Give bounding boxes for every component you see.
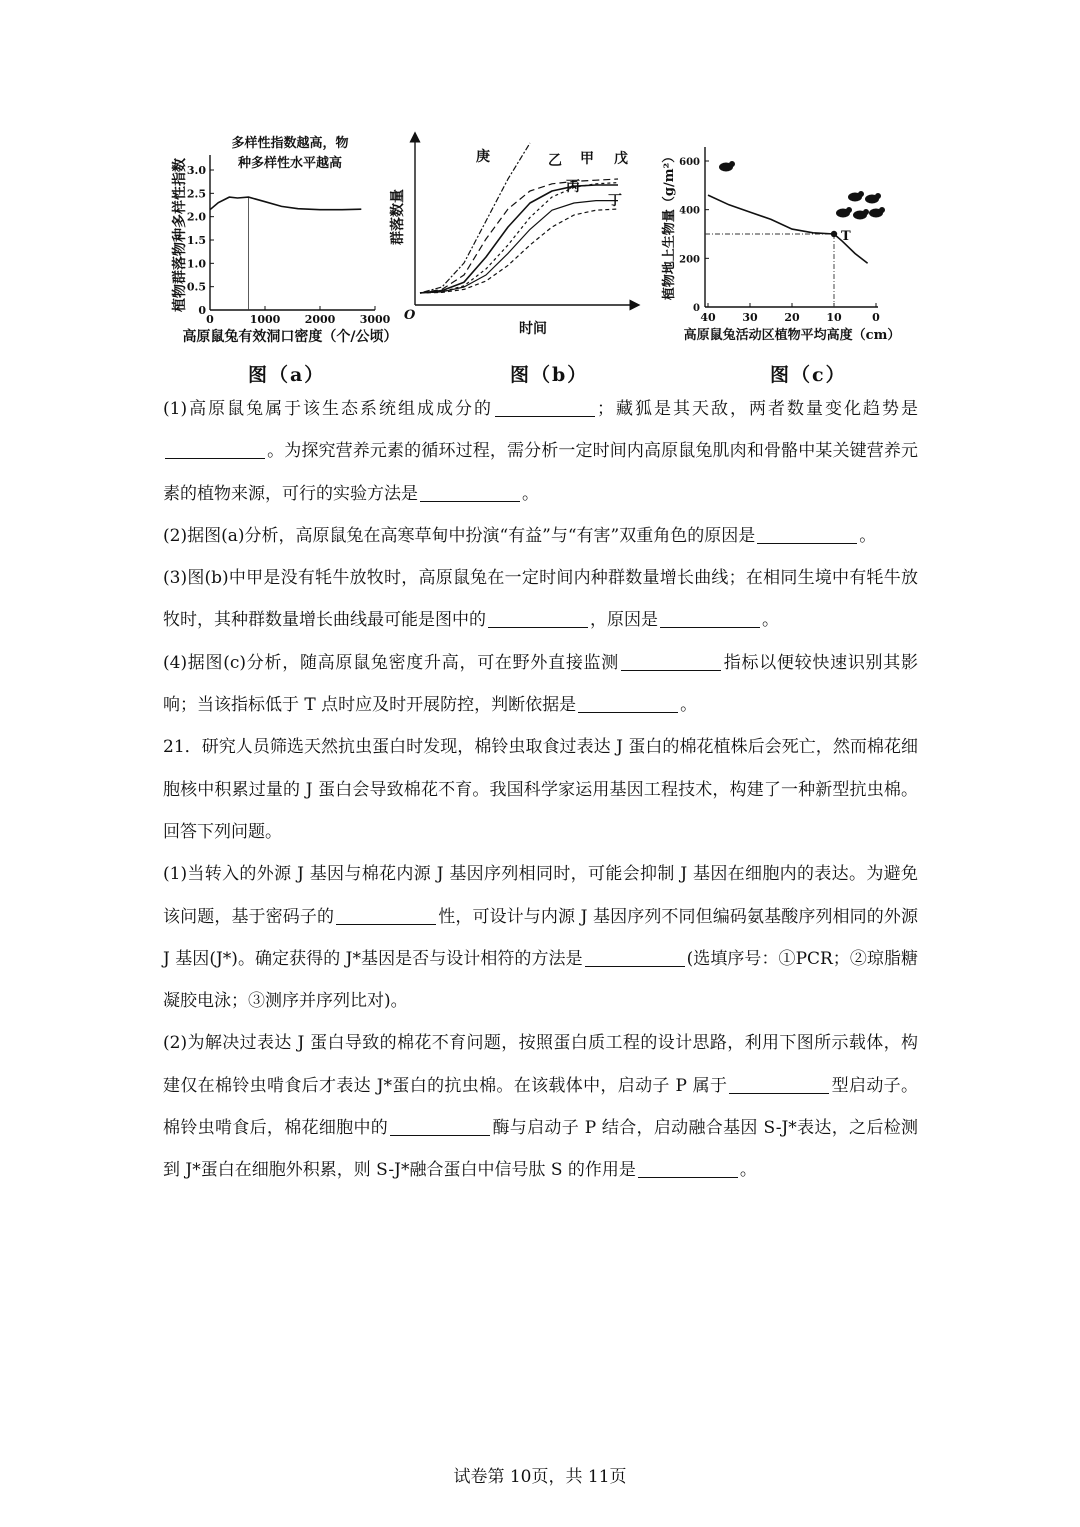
question-text-segment: (4)据图(c)分析，随高原鼠兔密度升高，可在野外直接监测 — [163, 652, 620, 673]
answer-blank[interactable] — [585, 949, 685, 967]
pika-group-icon — [836, 191, 885, 220]
answer-blank[interactable] — [165, 441, 265, 459]
pika-icon — [719, 161, 735, 172]
chart-a-xtick-label: 1000 — [249, 313, 281, 326]
question-20-part-4 — [163, 642, 918, 727]
figure-b — [380, 125, 650, 350]
chart-b-origin: O — [404, 308, 416, 323]
chart-a-note-line2: 种多样性水平越高 — [237, 156, 343, 171]
question-text-segment: (选填序号：①PCR；②琼脂糖凝胶电泳；③测序并序列比对)。 — [163, 948, 918, 1012]
figure-b-caption: 图（b） — [510, 364, 589, 386]
chart-b — [380, 125, 650, 350]
chart-a-xtick-label: 2000 — [304, 313, 336, 326]
chart-c-ytick-label: 200 — [679, 254, 700, 266]
chart-c-point-label: T — [841, 229, 851, 244]
question-text-segment: (1)高原鼠兔属于该生态系统组成成分的 — [163, 399, 494, 419]
chart-b-series-1 — [420, 179, 618, 293]
chart-a-ytick-label: 3.0 — [186, 164, 206, 177]
chart-c — [650, 125, 920, 350]
question-text-segment: ；藏狐是其天敌，两者数量变化趋势是 — [597, 399, 919, 419]
figure-c — [650, 125, 920, 350]
chart-c-ylabel: 植物地上生物量（g/m²） — [662, 149, 677, 301]
chart-a-xlabel: 高原鼠兔有效洞口密度（个/公顷） — [182, 329, 398, 345]
figure-a-caption: 图（a） — [248, 364, 326, 386]
answer-blank[interactable] — [757, 526, 857, 544]
chart-b-series-3 — [420, 183, 618, 293]
chart-a-ytick-label: 2.0 — [186, 210, 206, 224]
question-20-part-2 — [163, 515, 918, 557]
question-text-segment: 型启动子。棉铃虫啃食后，棉花细胞中的 — [163, 1075, 918, 1139]
chart-c-xtick-label: 20 — [784, 311, 800, 324]
question-21-part-2 — [163, 1022, 918, 1191]
question-20-parts — [163, 388, 918, 726]
page-footer: 试卷第 10页，共 11页 — [453, 1467, 627, 1487]
chart-b-curve-label: 乙 — [548, 153, 562, 169]
chart-a-xtick-label: 0 — [206, 313, 214, 326]
chart-a-ytick-label: 0 — [198, 304, 206, 317]
question-text-segment: ，原因是 — [590, 610, 658, 631]
question-text-segment: (1)当转入的外源 J 基因与棉花内源 J 基因序列相同时，可能会抑制 J 基因在细胞内的表达。为避免该问题，基于密码子的 — [163, 864, 918, 927]
question-text-segment: 酶与启动子 P 结合，启动融合基因 S-J*表达，之后检测到 J*蛋白在细胞外积累，则 S-J*融合蛋白中信号肽 S 的作用是 — [163, 1118, 919, 1181]
question-text-segment: (2)为解决过表达 J 蛋白导致的棉花不育问题，按照蛋白质工程的设计思路，利用下图所示载体，构建仅在棉铃虫啃食后才表达 J*蛋白的抗虫棉。在该载体中，启动子 P 属于 — [163, 1033, 918, 1096]
figure-c-caption: 图（c） — [770, 364, 847, 386]
answer-blank[interactable] — [578, 695, 678, 713]
chart-b-curve-label: 庚 — [476, 149, 490, 165]
chart-a-series-line — [210, 197, 361, 210]
question-text-segment: 。为探究营养元素的循环过程，需分析一定时间内高原鼠兔肌肉和骨骼中某关键营养元素的植物来源，可行的实验方法是 — [163, 441, 918, 504]
chart-b-curve-label: 丁 — [608, 193, 622, 209]
chart-c-xlabel: 高原鼠兔活动区植物平均高度（cm） — [683, 328, 901, 343]
chart-c-xtick-label: 0 — [872, 311, 880, 324]
chart-c-point-t — [831, 231, 837, 237]
chart-a-xtick-label: 3000 — [359, 313, 391, 326]
chart-c-ytick-label: 400 — [679, 205, 700, 217]
chart-b-series-5 — [420, 209, 618, 293]
question-text-segment: 。 — [522, 483, 539, 504]
question-text-segment: (2)据图(a)分析，高原鼠兔在高寒草甸中扮演“有益”与“有害”双重角色的原因是 — [163, 525, 756, 546]
answer-blank[interactable] — [660, 610, 760, 628]
chart-c-ytick-label: 0 — [693, 303, 700, 314]
chart-c-xtick-label: 30 — [742, 311, 758, 324]
chart-a-ylabel: 植物群落物种多样性指数 — [172, 158, 188, 312]
answer-blank[interactable] — [420, 484, 520, 502]
question-21-parts — [163, 853, 918, 1191]
chart-c-xtick-label: 10 — [826, 311, 842, 324]
question-text — [163, 388, 918, 1192]
chart-c-xtick-label: 40 — [700, 311, 716, 324]
chart-b-curve-label: 丙 — [566, 179, 580, 195]
chart-a-ytick-label: 2.5 — [186, 187, 206, 201]
answer-blank[interactable] — [621, 653, 721, 671]
question-text-segment: 。 — [762, 610, 779, 631]
question-20-part-3 — [163, 557, 918, 642]
chart-a-ytick-label: 1.0 — [186, 257, 206, 271]
chart-b-curve-label: 戊 — [614, 151, 628, 167]
answer-blank[interactable] — [638, 1160, 738, 1178]
chart-b-xlabel: 时间 — [519, 321, 547, 337]
answer-blank[interactable] — [488, 610, 588, 628]
answer-blank[interactable] — [729, 1076, 829, 1094]
question-21-part-1 — [163, 853, 918, 1022]
chart-a-note-line1: 多样性指数越高，物 — [231, 136, 349, 151]
question-20-part-1 — [163, 388, 918, 515]
question-text-segment: 。 — [859, 525, 877, 546]
question-text-segment: 。 — [739, 1160, 757, 1181]
answer-blank[interactable] — [390, 1118, 490, 1136]
question-text-segment: 指标以便较快速识别其影响；当该指标低于 T 点时应及时开展防控，判断依据是 — [163, 652, 918, 716]
question-21-intro: 21．研究人员筛选天然抗虫蛋白时发现，棉铃虫取食过表达 J 蛋白的棉花植株后会死亡，然而棉花细胞核中积累过量的 J 蛋白会导致棉花不育。我国科学家运用基因工程技术，构建了一种新型抗虫棉。回答下列问题。 — [163, 737, 918, 842]
chart-b-ylabel: 群落数量 — [390, 189, 406, 245]
question-text-segment: 。 — [680, 695, 698, 716]
chart-b-curve-label: 甲 — [580, 151, 594, 167]
chart-a-ytick-label: 1.5 — [186, 234, 206, 247]
answer-blank[interactable] — [495, 399, 595, 417]
question-text-segment: (3)图(b)中甲是没有牦牛放牧时，高原鼠兔在一定时间内种群数量增长曲线；在相同生境中有牦牛放牧时，其种群数量增长曲线最可能是图中的 — [163, 568, 918, 631]
question-text-segment: 性，可设计与内源 J 基因序列不同但编码氨基酸序列相同的外源 J 基因(J*)。确定获得的 J*基因是否与设计相符的方法是 — [163, 906, 918, 969]
chart-c-ytick-label: 600 — [679, 157, 700, 168]
answer-blank[interactable] — [336, 907, 436, 925]
chart-a-ytick-label: 0.5 — [186, 280, 206, 294]
